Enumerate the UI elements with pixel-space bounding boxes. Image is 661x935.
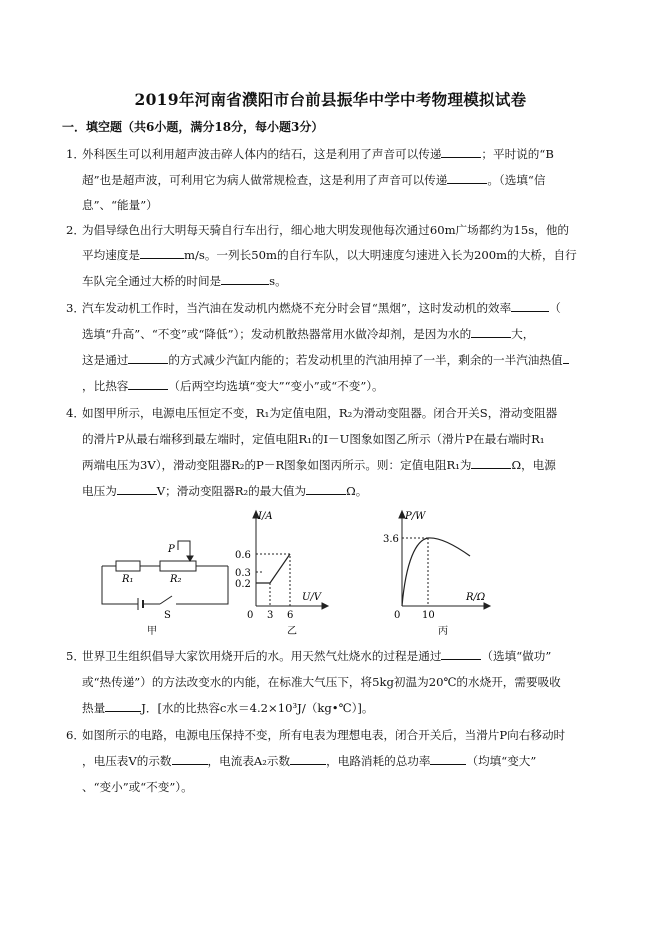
q2-number: 2． (66, 223, 85, 237)
yi-origin: 0 (247, 610, 254, 621)
q1-number: 1． (66, 147, 85, 161)
q3-line2: 选填“升高”、“不变”或“降低”）；发动机散热器常用水做冷却剂，是因为水的 大， (82, 327, 535, 341)
q4-number: 4． (66, 406, 85, 420)
q2-blank2[interactable] (221, 273, 269, 285)
q4-line2: 的滑片P从最右端移到最左端时，定值电阻R₁的I－U图象如图乙所示（滑片P在最右端时R₁ (82, 432, 545, 446)
q1-line2: 超”也是超声波，可利用它为病人做常规检查，这是利用了声音可以传递 。（选填“信 (82, 173, 546, 187)
label-r1: R₁ (122, 574, 134, 585)
q2-line1: 为倡导绿色出行大明每天骑自行车出行，细心地大明发现他每次通过60m广场都约为15s，他的 (82, 223, 570, 237)
q3-blank3[interactable] (128, 352, 168, 364)
q4-blank3[interactable] (306, 483, 346, 495)
label-bing: 丙 (438, 626, 448, 637)
q5-line3: 热量 J．[水的比热容c水＝4.2×10³J/（kg•℃）]。 (82, 701, 374, 715)
q5-line2: 或“热传递”）的方法改变水的内能，在标准大气压下，将5kg初温为20℃的水烧开，需要吸收 (82, 675, 561, 689)
q5-blank2[interactable] (105, 700, 141, 712)
label-jia: 甲 (147, 626, 157, 637)
q1-blank1[interactable] (441, 146, 481, 158)
bing-ylabel: P/W (405, 511, 426, 522)
q1-blank2[interactable] (447, 172, 487, 184)
q2-blank1[interactable] (140, 247, 184, 259)
yi-tick-02: 0.2 (235, 579, 251, 590)
yi-ylabel: I/A (258, 511, 273, 522)
q2-line2: 平均速度是 m/s。一列长50m的自行车队，以大明速度匀速进入长为200m的大桥，自行 (82, 248, 577, 262)
q3-line1: 汽车发动机工作时，当汽油在发动机内燃烧不充分时会冒“黑烟”，这时发动机的效率 （ (82, 301, 561, 315)
bing-xlabel: R/Ω (466, 592, 486, 603)
q6-blank1[interactable] (172, 753, 208, 765)
q4-blank2[interactable] (117, 483, 157, 495)
q6-blank2[interactable] (290, 753, 326, 765)
yi-tick-03: 0.3 (235, 568, 251, 579)
q3-blank1[interactable] (511, 300, 549, 312)
q3-line3: 这是通过 的方式减少汽缸内能的；若发动机里的汽油用掉了一半，剩余的一半汽油热值 (82, 352, 569, 368)
label-r2: R₂ (170, 574, 182, 585)
yi-tick-6: 6 (287, 610, 294, 621)
q5-line1: 世界卫生组织倡导大家饮用烧开后的水。用天然气灶烧水的过程是通过 （选填“做功” (82, 649, 552, 663)
bing-tick-36: 3.6 (383, 534, 399, 545)
q3-blank5[interactable] (128, 378, 168, 390)
q4-blank1[interactable] (471, 457, 511, 469)
yi-tick-06: 0.6 (235, 550, 251, 561)
label-p: P (168, 544, 175, 555)
q3-blank4[interactable] (563, 352, 569, 364)
q6-line2: ，电压表V的示数 ，电流表A₂示数 ，电路消耗的总功率 （均填“变大” (82, 754, 537, 768)
label-yi: 乙 (287, 626, 297, 637)
q1-line1: 外科医生可以利用超声波击碎人体内的结石，这是利用了声音可以传递 ；平时说的“B (82, 147, 554, 161)
q5-number: 5． (66, 649, 85, 663)
q4-line1: 如图甲所示，电源电压恒定不变，R₁为定值电阻，R₂为滑动变阻器。闭合开关S，滑动变阻器 (82, 406, 558, 420)
q6-number: 6． (66, 728, 85, 742)
q3-number: 3． (66, 301, 85, 315)
bing-origin: 0 (394, 610, 401, 621)
q4-line3: 两端电压为3V），滑动变阻器R₂的P－R图象如图丙所示。则：定值电阻R₁为 Ω，电源 (82, 458, 556, 472)
q6-line1: 如图所示的电路，电源电压保持不变，所有电表为理想电表，闭合开关后，当滑片P向右移动时 (82, 728, 566, 742)
page-title: 2019年河南省濮阳市台前县振华中学中考物理模拟试卷 (134, 90, 527, 109)
q3-blank2[interactable] (471, 326, 511, 338)
section-heading: 一．填空题（共6小题，满分18分，每小题3分） (62, 120, 324, 134)
q4-figure (94, 506, 498, 640)
q1-line3: 息”、“能量”） (82, 198, 158, 212)
q6-blank3[interactable] (430, 753, 466, 765)
label-s: S (164, 610, 171, 621)
q6-line3: 、“变小”或“不变”）。 (82, 780, 193, 794)
q4-line4: 电压为 V；滑动变阻器R₂的最大值为 Ω。 (82, 484, 368, 498)
q2-line3: 车队完全通过大桥的时间是 s。 (82, 274, 287, 288)
yi-tick-3: 3 (267, 610, 274, 621)
q5-blank1[interactable] (441, 648, 481, 660)
bing-tick-10: 10 (422, 610, 435, 621)
q3-line4: ，比热容 （后两空均选填“变大”“变小”或“不变”）。 (82, 379, 384, 393)
yi-xlabel: U/V (302, 592, 322, 603)
